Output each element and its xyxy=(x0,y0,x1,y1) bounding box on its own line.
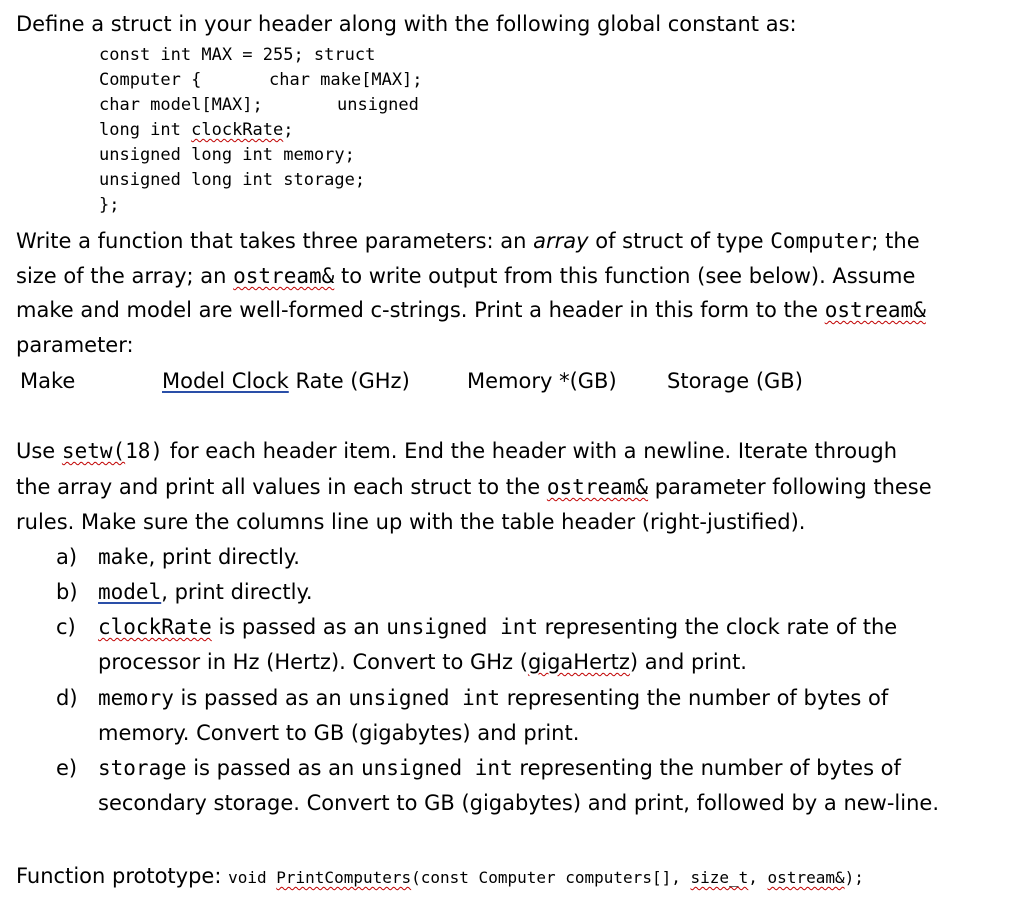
rule-d-line-2: memory. Convert to GB (gigabytes) and print. xyxy=(98,721,580,745)
rule-c-label: c) xyxy=(56,615,76,639)
function-prototype: Function prototype: void PrintComputers(const Computer computers[], size_t, ostream&); xyxy=(16,864,864,888)
header-make: Make xyxy=(20,369,76,393)
code-line-5: unsigned long int memory; xyxy=(99,145,355,165)
para1-line-2: size of the array; an ostream& to write output from this function (see below). Assume xyxy=(16,264,916,288)
para2-line-3: rules. Make sure the columns line up with the table header (right-justified). xyxy=(16,510,806,534)
code-line-6: unsigned long int storage; xyxy=(99,170,366,190)
header-model-clock-rate: Model Clock Rate (GHz) xyxy=(162,369,410,393)
code-line-7: }; xyxy=(99,195,120,215)
rule-a-label: a) xyxy=(56,545,78,569)
title: Define a struct in your header along with the following global constant as: xyxy=(16,12,797,36)
rule-c-line-1: clockRate is passed as an unsigned int representing the clock rate of the xyxy=(98,615,898,639)
rule-e-line-2: secondary storage. Convert to GB (gigabytes) and print, followed by a new-line. xyxy=(98,791,939,815)
rule-e-line-1: storage is passed as an unsigned int representing the number of bytes of xyxy=(98,756,901,780)
para2-line-2: the array and print all values in each struct to the ostream& parameter following these xyxy=(16,475,932,499)
header-storage: Storage (GB) xyxy=(667,369,803,393)
rule-a: make, print directly. xyxy=(98,545,300,569)
code-line-1: const int MAX = 255; struct xyxy=(99,45,376,65)
code-line-2b: char make[MAX]; xyxy=(269,70,423,90)
para2-line-1: Use setw(18) for each header item. End the header with a newline. Iterate through xyxy=(16,439,898,463)
rule-c-line-2: processor in Hz (Hertz). Convert to GHz (gigaHertz) and print. xyxy=(98,650,747,674)
code-line-3a: char model[MAX]; xyxy=(99,95,263,115)
rule-b: model, print directly. xyxy=(98,580,313,604)
rule-e-label: e) xyxy=(56,756,78,780)
code-line-2a: Computer { xyxy=(99,70,202,90)
code-line-4: long int clockRate; xyxy=(99,120,294,140)
para1-line-3: make and model are well-formed c-strings. Print a header in this form to the ostream& xyxy=(16,298,926,322)
code-line-3b: unsigned xyxy=(337,95,419,115)
rule-b-label: b) xyxy=(56,580,78,604)
header-memory: Memory *(GB) xyxy=(467,369,617,393)
para1-line-1: Write a function that takes three parameters: an array of struct of type Computer; the xyxy=(16,229,920,253)
rule-d-label: d) xyxy=(56,686,78,710)
rule-d-line-1: memory is passed as an unsigned int representing the number of bytes of xyxy=(98,686,889,710)
para1-line-4: parameter: xyxy=(16,333,134,357)
